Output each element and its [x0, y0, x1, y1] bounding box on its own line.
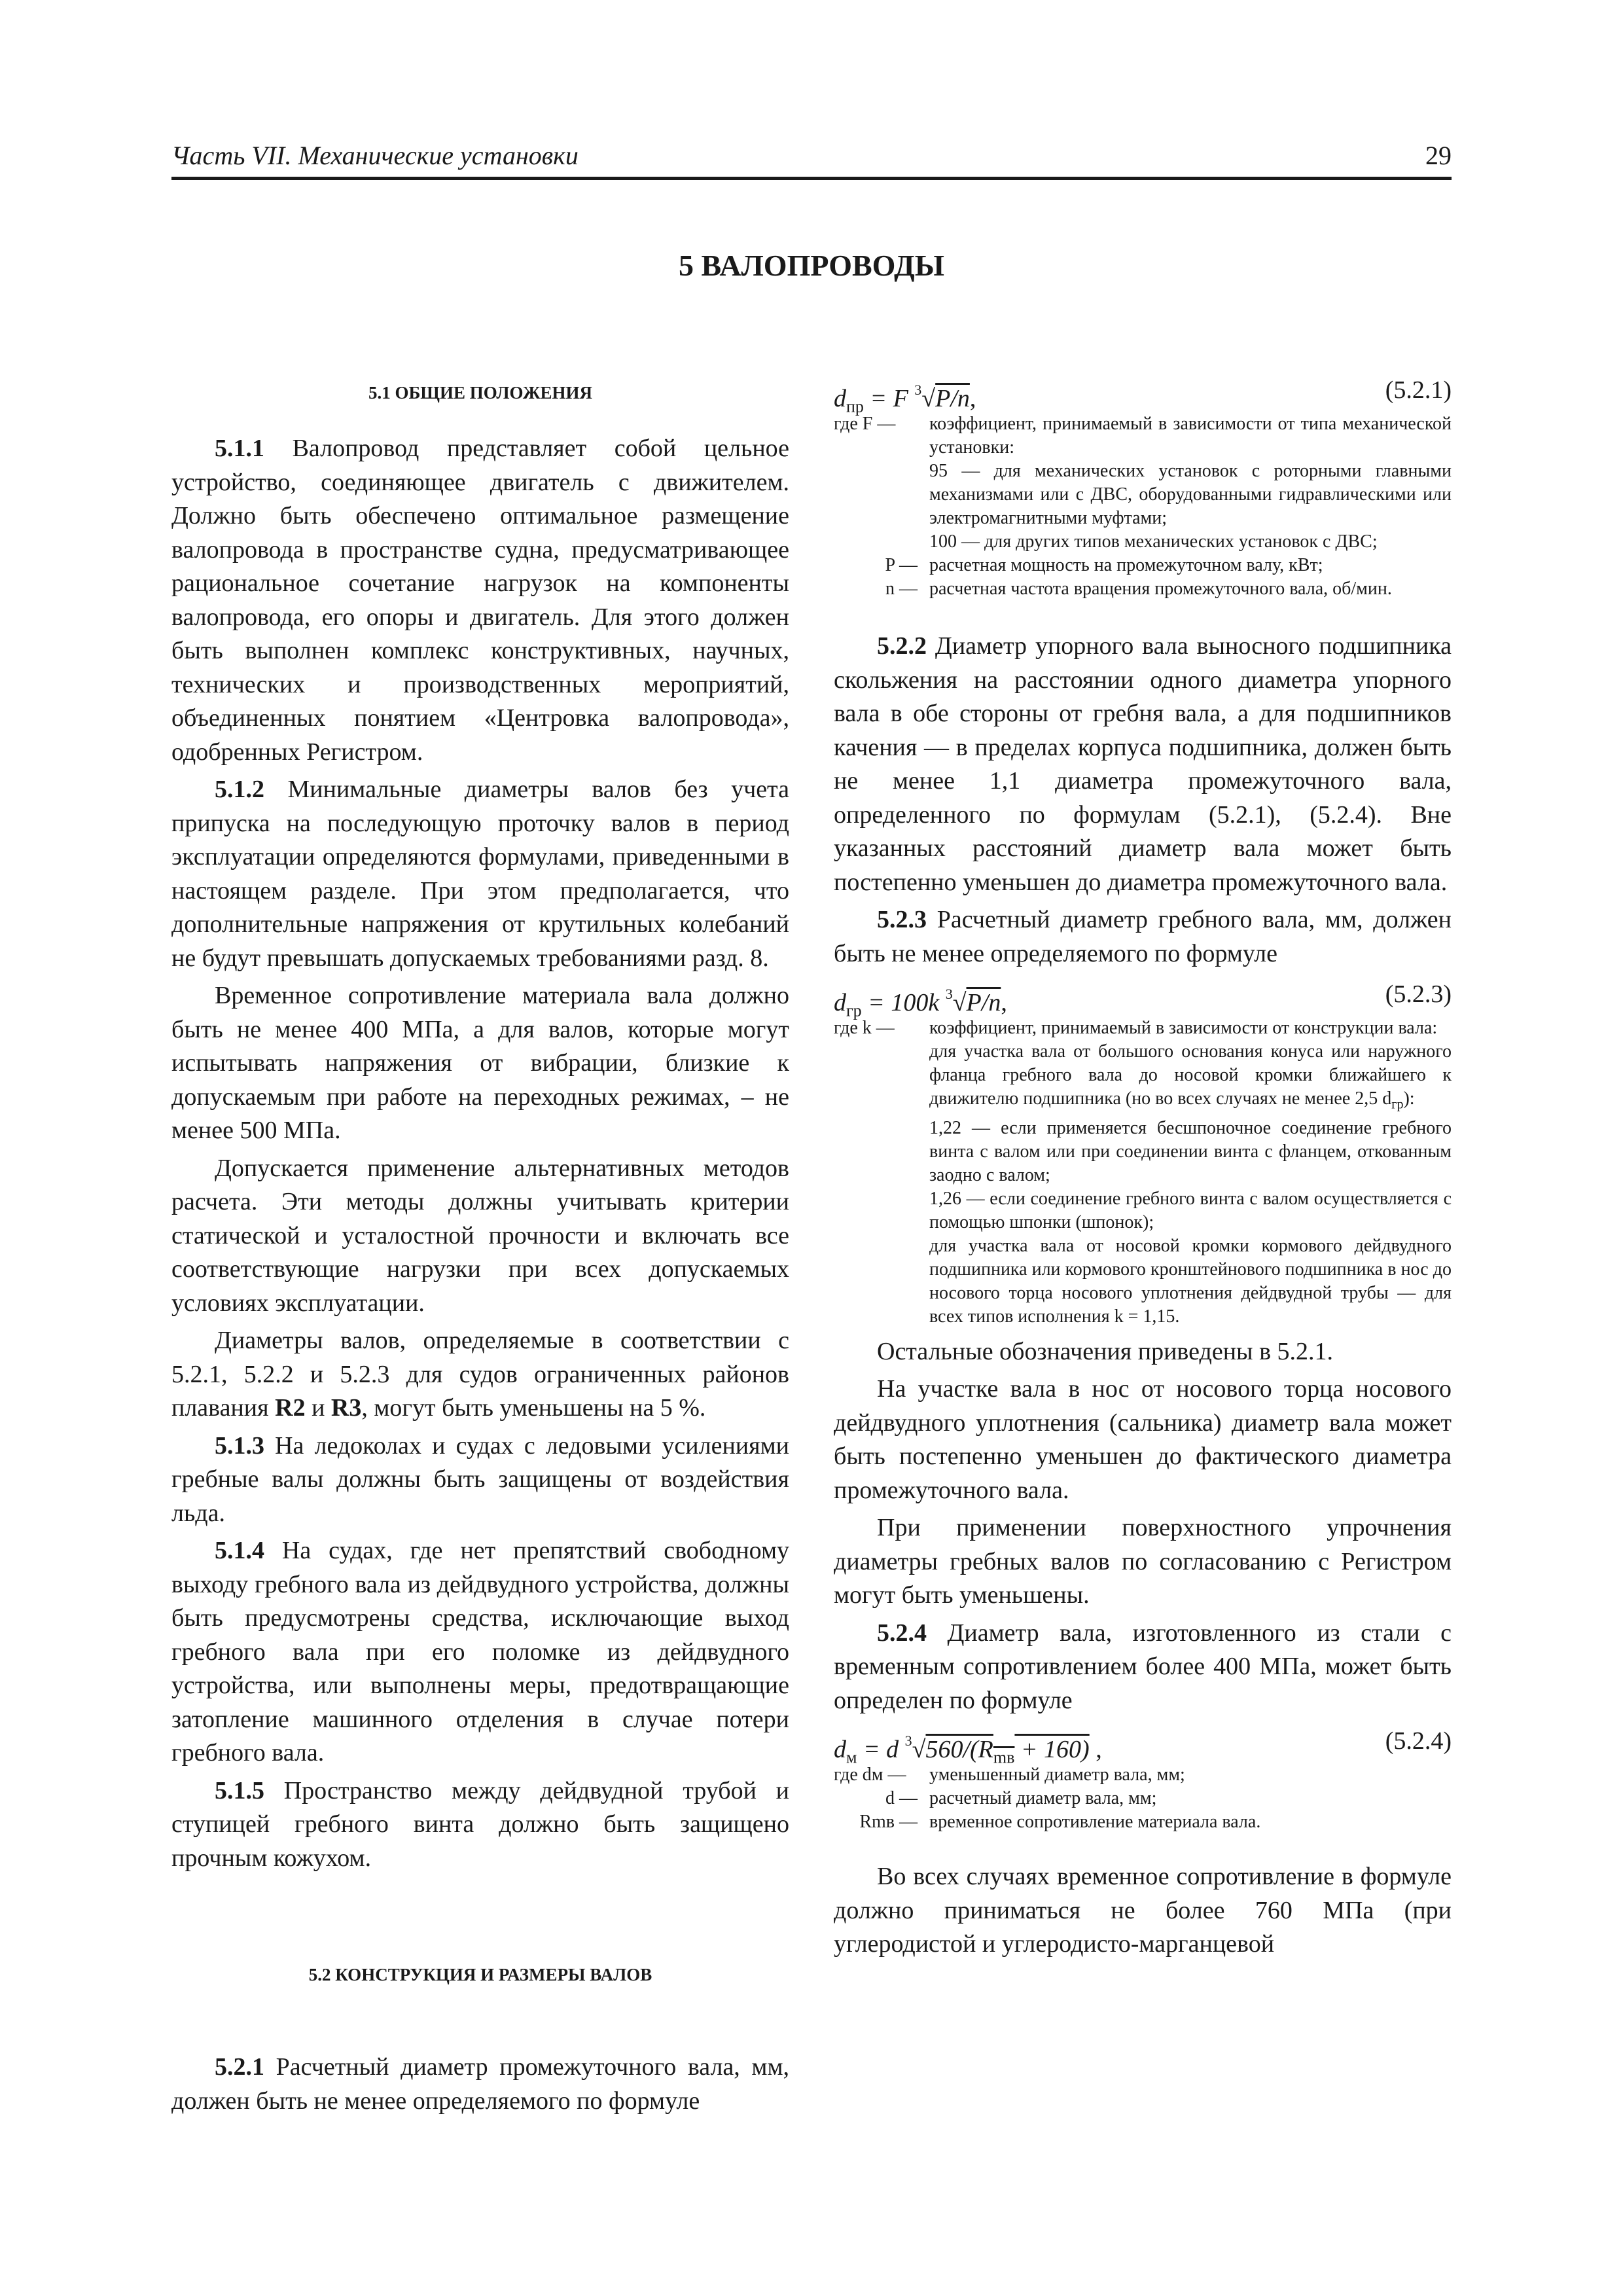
legend-k-122: 1,22 — если применяется бесшпоночное соединение гребного винта с валом или при соединении винта с фланцем, откованным заодно с валом;: [929, 1117, 1452, 1185]
clause-number: 5.1.2: [215, 776, 264, 803]
formula-radicand: [925, 1736, 1090, 1767]
paragraph-alternative-methods: Допускается применение альтернативных методов расчета. Эти методы должны учитывать критерии статической и усталостной прочности и включать все соответствующие нагрузки при всех допускаемых условиях эксплуатации.: [171, 1154, 789, 1317]
legend-rmv: [834, 1810, 1452, 1834]
legend-k-cone: [834, 1040, 1452, 1117]
legend-dm: [834, 1763, 1452, 1787]
section-title-5-2: 5.2 КОНСТРУКЦИЯ И РАЗМЕРЫ ВАЛОВ: [308, 1965, 652, 1984]
root-index: 3: [914, 382, 922, 398]
paragraph-text: Минимальные диаметры валов без учета припуска на последующую проточку валов в период эксплуатации определяются формулами, приведенными в настоящем разделе. При этом предполагается, что дополнительные напряжения от крутильных колебаний не будут превышать допускаемых требованиями разд. 8.: [171, 776, 789, 972]
legend-text: расчетная мощность на промежуточном валу, кВт;: [929, 555, 1323, 575]
legend-text: расчетный диаметр вала, мм;: [929, 1788, 1157, 1809]
legend-text: коэффициент, принимаемый в зависимости от конструкции вала:: [929, 1018, 1438, 1038]
legend-n: [834, 577, 1452, 601]
legend-f-100: 100 — для других типов механических установок с ДВС;: [929, 531, 1378, 552]
formula-subscript: м: [846, 1748, 857, 1767]
legend-f: [834, 412, 1452, 459]
legend-k-115: для участка вала от носовой кромки кормового дейдвудного подшипника или кормового кронштейнового подшипника в нос до носового торца носового уплотнения дейдвудной трубы — для всех типов исполнения k = 1,15.: [929, 1235, 1452, 1327]
section-title-5-1: 5.1 ОБЩИЕ ПОЛОЖЕНИЯ: [368, 383, 593, 403]
clause-number: 5.2.3: [877, 906, 927, 933]
legend-p: [834, 554, 1452, 577]
paragraph-5-2-1: [171, 2051, 789, 2118]
paragraph-restricted-areas: [171, 1324, 789, 1426]
legend-text: коэффициент, принимаемый в зависимости от типа механической установки:: [929, 414, 1452, 457]
legend-key: P —: [885, 555, 918, 575]
legend-subscript: гр: [1391, 1097, 1404, 1112]
formula-lhs: d: [834, 1736, 846, 1764]
legend-key: Rmв —: [859, 1812, 918, 1833]
legend-f-95: 95 — для механических установок с роторными главными механизмами или с ДВС, оборудованными гидравлическими или электромагнитными муфтами;: [929, 461, 1452, 528]
paragraph-text: Валопровод представляет собой цельное устройство, соединяющее двигатель с движителем. Должно быть обеспечено оптимальное размещение валопровода в пространстве судна, предусматривающее рациональное сочетание нагрузок на компоненты валопровода, его опоры и двигатель. Для этого должен быть выполнен комплекс конструктивных, научных, технических и производственных мероприятий, объединенных понятием «Центровка валопровода», одобренных Регистром.: [171, 435, 789, 766]
paragraph-other-notation: Остальные обозначения приведены в 5.2.1.: [877, 1337, 1334, 1365]
chapter-title: 5 ВАЛОПРОВОДЫ: [679, 249, 944, 282]
paragraph-surface-hardening: При применении поверхностного упрочнения диаметры гребных валов по согласованию с Регистром могут быть уменьшены.: [834, 1514, 1452, 1609]
paragraph-5-1-2: [171, 773, 789, 975]
legend-key: d —: [885, 1788, 918, 1809]
radicand-tail: + 160): [1014, 1736, 1090, 1764]
area-r3: R3: [330, 1394, 362, 1422]
formula-subscript: пр: [846, 397, 864, 416]
legend-key: где k —: [834, 1018, 895, 1038]
radical-icon: √: [952, 989, 967, 1016]
legend-text: уменьшенный диаметр вала, мм;: [929, 1765, 1185, 1785]
formula-lhs: d: [834, 989, 846, 1016]
left-column: [171, 370, 789, 2122]
legend-text: ):: [1403, 1088, 1415, 1109]
root-index: 3: [945, 986, 953, 1002]
paragraph-5-1-4: [171, 1534, 789, 1770]
paragraph-text: Диаметр упорного вала выносного подшипника скольжения на расстоянии одного диаметра упорного вала в обе стороны от гребня вала, а для подшипников качения — в пределах корпуса подшипника, должен быть не менее 1,1 диаметра промежуточного вала, определенного по формулам (5.2.1), (5.2.4). Вне указанных расстояний диаметр вала может быть постепенно уменьшен до диаметра промежуточного вала.: [834, 632, 1452, 896]
legend-key: n —: [885, 579, 918, 599]
paragraph-5-1-1: [171, 432, 789, 769]
legend-text: для участка вала от большого основания конуса или наружного фланца гребного вала до носовой кромки ближайшего к движителю подшипника (но во всех случаях не менее 2,5 d: [929, 1041, 1452, 1109]
formula-tail: ,: [1089, 1736, 1102, 1764]
area-r2: R2: [275, 1394, 306, 1422]
formula-lhs: d: [834, 385, 846, 412]
formula-radicand: P/n: [966, 989, 1001, 1016]
formula-operator: = F: [863, 385, 915, 412]
paragraph-text: Расчетный диаметр гребного вала, мм, должен быть не менее определяемого по формуле: [834, 906, 1452, 967]
formula-number: (5.2.4): [1385, 1727, 1452, 1755]
paragraph-text: , могут быть уменьшены на 5 %.: [361, 1394, 706, 1422]
radical-icon: √: [921, 385, 936, 412]
right-column: [834, 370, 1452, 1965]
running-header-title: Часть VII. Механические установки: [171, 141, 579, 170]
paragraph-5-1-3: [171, 1429, 789, 1531]
clause-number: 5.1.5: [215, 1776, 264, 1804]
clause-number: 5.1.1: [215, 435, 264, 462]
legend-text: расчетная частота вращения промежуточного вала, об/мин.: [929, 579, 1392, 599]
paragraph-max-strength: Во всех случаях временное сопротивление в формуле должно приниматься не более 760 МПа (при углеродистой и углеродисто-марганцевой: [834, 1863, 1452, 1958]
paragraph-text: Расчетный диаметр промежуточного вала, мм, должен быть не менее определяемого по формуле: [171, 2053, 789, 2115]
legend-k: [834, 1016, 1452, 1040]
formula-tail: ,: [1001, 989, 1007, 1016]
page-number: 29: [1425, 141, 1452, 170]
running-header: [171, 139, 1452, 180]
paragraph-text: На судах, где нет препятствий свободному выходу гребного вала из дейдвудного устройства, должны быть предусмотрены средства, исключающие выход гребного вала при его поломке из дейдвудного устройства, или выполнены меры, предотвращающие затопление машинного отделения в случае потери гребного вала.: [171, 1537, 789, 1767]
paragraph-text: Диаметры валов, определяемые в соответствии с 5.2.1, 5.2.2 и 5.2.3 для судов ограниченных районов плавания: [171, 1327, 789, 1422]
formula-5-2-1: [834, 370, 1452, 416]
clause-number: 5.2.1: [215, 2053, 264, 2081]
clause-number: 5.2.4: [877, 1619, 927, 1647]
formula-tail: ,: [969, 385, 976, 412]
clause-number: 5.2.2: [877, 632, 927, 660]
formula-5-2-3: [834, 975, 1452, 1020]
radical-icon: √: [912, 1736, 926, 1764]
paragraph-forward-section: На участке вала в нос от носового торца носового дейдвудного уплотнения (сальника) диаметр вала может быть постепенно уменьшен до фактического диаметра промежуточного вала.: [834, 1375, 1452, 1504]
paragraph-text: Диаметр вала, изготовленного из стали с временным сопротивлением более 400 МПа, может быть определен по формуле: [834, 1619, 1452, 1714]
legend-text: временное сопротивление материала вала.: [929, 1812, 1261, 1833]
formula-radicand: P/n: [935, 385, 970, 412]
paragraph-text: и: [305, 1394, 331, 1422]
formula-operator: = d: [857, 1736, 905, 1764]
formula-5-2-4: [834, 1721, 1452, 1767]
formula-number: (5.2.3): [1385, 980, 1452, 1008]
radicand-subscript: mв: [993, 1748, 1015, 1767]
paragraph-5-2-3: [834, 903, 1452, 971]
paragraph-5-2-2: [834, 630, 1452, 899]
formula-number: (5.2.1): [1385, 376, 1452, 404]
paragraph-text: Пространство между дейдвудной трубой и ступицей гребного винта должно быть защищено прочным кожухом.: [171, 1776, 789, 1872]
formula-subscript: гр: [846, 1001, 862, 1020]
paragraph-5-2-4: [834, 1617, 1452, 1718]
legend-key: где F —: [834, 414, 896, 434]
clause-number: 5.1.3: [215, 1431, 264, 1460]
radicand-text: 560/(R: [925, 1736, 993, 1764]
legend-d: [834, 1787, 1452, 1810]
paragraph-5-1-5: [171, 1774, 789, 1876]
legend-key: где dм —: [834, 1765, 906, 1785]
clause-number: 5.1.4: [215, 1537, 264, 1564]
paragraph-tensile-strength: Временное сопротивление материала вала должно быть не менее 400 МПа, а для валов, которые могут испытывать напряжения от вибрации, близкие к допускаемым при работе на переходных режимах, – не менее 500 МПа.: [171, 982, 789, 1144]
legend-k-126: 1,26 — если соединение гребного винта с валом осуществляется с помощью шпонки (шпонок);: [929, 1188, 1452, 1232]
formula-operator: = 100k: [861, 989, 946, 1016]
paragraph-text: На ледоколах и судах с ледовыми усилениями гребные валы должны быть защищены от воздействия льда.: [171, 1431, 789, 1527]
root-index: 3: [904, 1732, 912, 1749]
